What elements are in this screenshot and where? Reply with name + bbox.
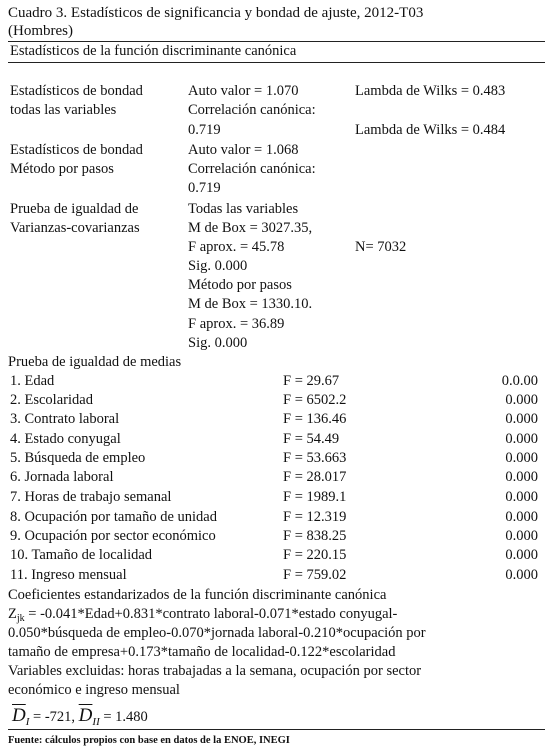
variable-name: 8. Ocupación por tamaño de unidad	[10, 509, 217, 525]
excluded-vars: económico e ingreso mensual	[8, 682, 180, 698]
correlacion-value: 0.719	[188, 180, 221, 196]
centroid-line	[12, 704, 148, 730]
header-rule	[8, 62, 545, 63]
coef-heading: Coeficientes estandarizados de la función discriminante canónica	[8, 587, 387, 603]
f-value: F = 838.25	[283, 528, 347, 544]
variable-name: 1. Edad	[10, 373, 55, 389]
correlacion-label: Correlación canónica:	[188, 161, 316, 177]
f-value: F = 28.017	[283, 469, 347, 485]
block-label: todas las variables	[10, 102, 117, 118]
variable-name: 4. Estado conyugal	[10, 431, 121, 447]
excluded-vars: Variables excluidas: horas trabajadas a la semana, ocupación por sector	[8, 663, 422, 679]
varianzas-line: F aprox. = 45.78	[188, 239, 285, 255]
d-bar-symbol: $\overline{D}$	[78, 705, 93, 726]
variable-name: 3. Contrato laboral	[10, 411, 120, 427]
table-subtitle: (Hombres)	[8, 23, 73, 39]
auto-valor: Auto valor = 1.070	[188, 83, 299, 99]
d-bar-symbol: $\overline{D}$	[12, 705, 26, 726]
block-label: Estadísticos de bondad	[10, 83, 143, 99]
lambda-wilks: Lambda de Wilks = 0.484	[355, 122, 506, 138]
varianzas-line: Sig. 0.000	[188, 335, 248, 351]
varianzas-line: M de Box = 3027.35,	[188, 220, 313, 236]
sig-value: 0.000	[505, 411, 538, 427]
variable-name: 5. Búsqueda de empleo	[10, 450, 146, 466]
block-label: Prueba de igualdad de	[10, 201, 139, 217]
f-value: F = 53.663	[283, 450, 347, 466]
f-value: F = 1989.1	[283, 489, 347, 505]
sig-value: 0.0.00	[501, 373, 538, 389]
block-label: Método por pasos	[10, 161, 114, 177]
variable-name: 2. Escolaridad	[10, 392, 93, 408]
table-title: Cuadro 3. Estadísticos de significancia y bondad de ajuste, 2012-T03	[8, 5, 424, 21]
variable-name: 6. Jornada laboral	[10, 469, 114, 485]
coef-line: = -0.041*Edad+0.831*contrato laboral-0.071*estado conyugal-	[28, 606, 398, 622]
block-label: Estadísticos de bondad	[10, 142, 143, 158]
varianzas-line: Sig. 0.000	[188, 258, 248, 274]
section-header: Estadísticos de la función discriminante canónica	[10, 43, 297, 59]
d-subscript: I	[25, 716, 30, 728]
sig-value: 0.000	[505, 509, 538, 525]
bottom-rule	[8, 729, 545, 730]
z-symbol: Z	[8, 606, 17, 622]
sig-value: 0.000	[505, 489, 538, 505]
source-note: Fuente: cálculos propios con base en datos de la ENOE, INEGI	[8, 735, 290, 746]
sig-value: 0.000	[505, 567, 538, 583]
sig-value: 0.000	[505, 450, 538, 466]
z-subscript: jk	[16, 613, 25, 624]
f-value: F = 29.67	[283, 373, 340, 389]
f-value: F = 136.46	[283, 411, 347, 427]
coef-equation-line	[8, 605, 397, 625]
variable-name: 7. Horas de trabajo semanal	[10, 489, 172, 505]
f-value: F = 54.49	[283, 431, 340, 447]
centroid-value: = 1.480	[103, 709, 148, 725]
centroid-value: = -721,	[33, 709, 76, 725]
f-value: F = 12.319	[283, 509, 347, 525]
block-label: Varianzas-covarianzas	[10, 220, 140, 236]
sig-value: 0.000	[505, 431, 538, 447]
sample-size: N= 7032	[355, 239, 407, 255]
variable-name: 10. Tamaño de localidad	[10, 547, 153, 563]
sig-value: 0.000	[505, 392, 538, 408]
f-value: F = 759.02	[283, 567, 347, 583]
auto-valor: Auto valor = 1.068	[188, 142, 299, 158]
coef-line: 0.050*búsqueda de empleo-0.070*jornada laboral-0.210*ocupación por	[8, 625, 426, 641]
variable-name: 11. Ingreso mensual	[10, 567, 127, 583]
lambda-wilks: Lambda de Wilks = 0.483	[355, 83, 506, 99]
correlacion-value: 0.719	[188, 122, 221, 138]
varianzas-line: Método por pasos	[188, 277, 292, 293]
varianzas-line: F aprox. = 36.89	[188, 316, 285, 332]
coef-line: tamaño de empresa+0.173*tamaño de localidad-0.122*escolaridad	[8, 644, 396, 660]
correlacion-label: Correlación canónica:	[188, 102, 316, 118]
f-value: F = 6502.2	[283, 392, 347, 408]
sig-value: 0.000	[505, 547, 538, 563]
medias-heading: Prueba de igualdad de medias	[8, 354, 182, 370]
sig-value: 0.000	[505, 469, 538, 485]
f-value: F = 220.15	[283, 547, 347, 563]
d-subscript: II	[92, 716, 100, 728]
variable-name: 9. Ocupación por sector económico	[10, 528, 216, 544]
varianzas-line: M de Box = 1330.10.	[188, 296, 313, 312]
varianzas-line: Todas las variables	[188, 201, 299, 217]
sig-value: 0.000	[505, 528, 538, 544]
